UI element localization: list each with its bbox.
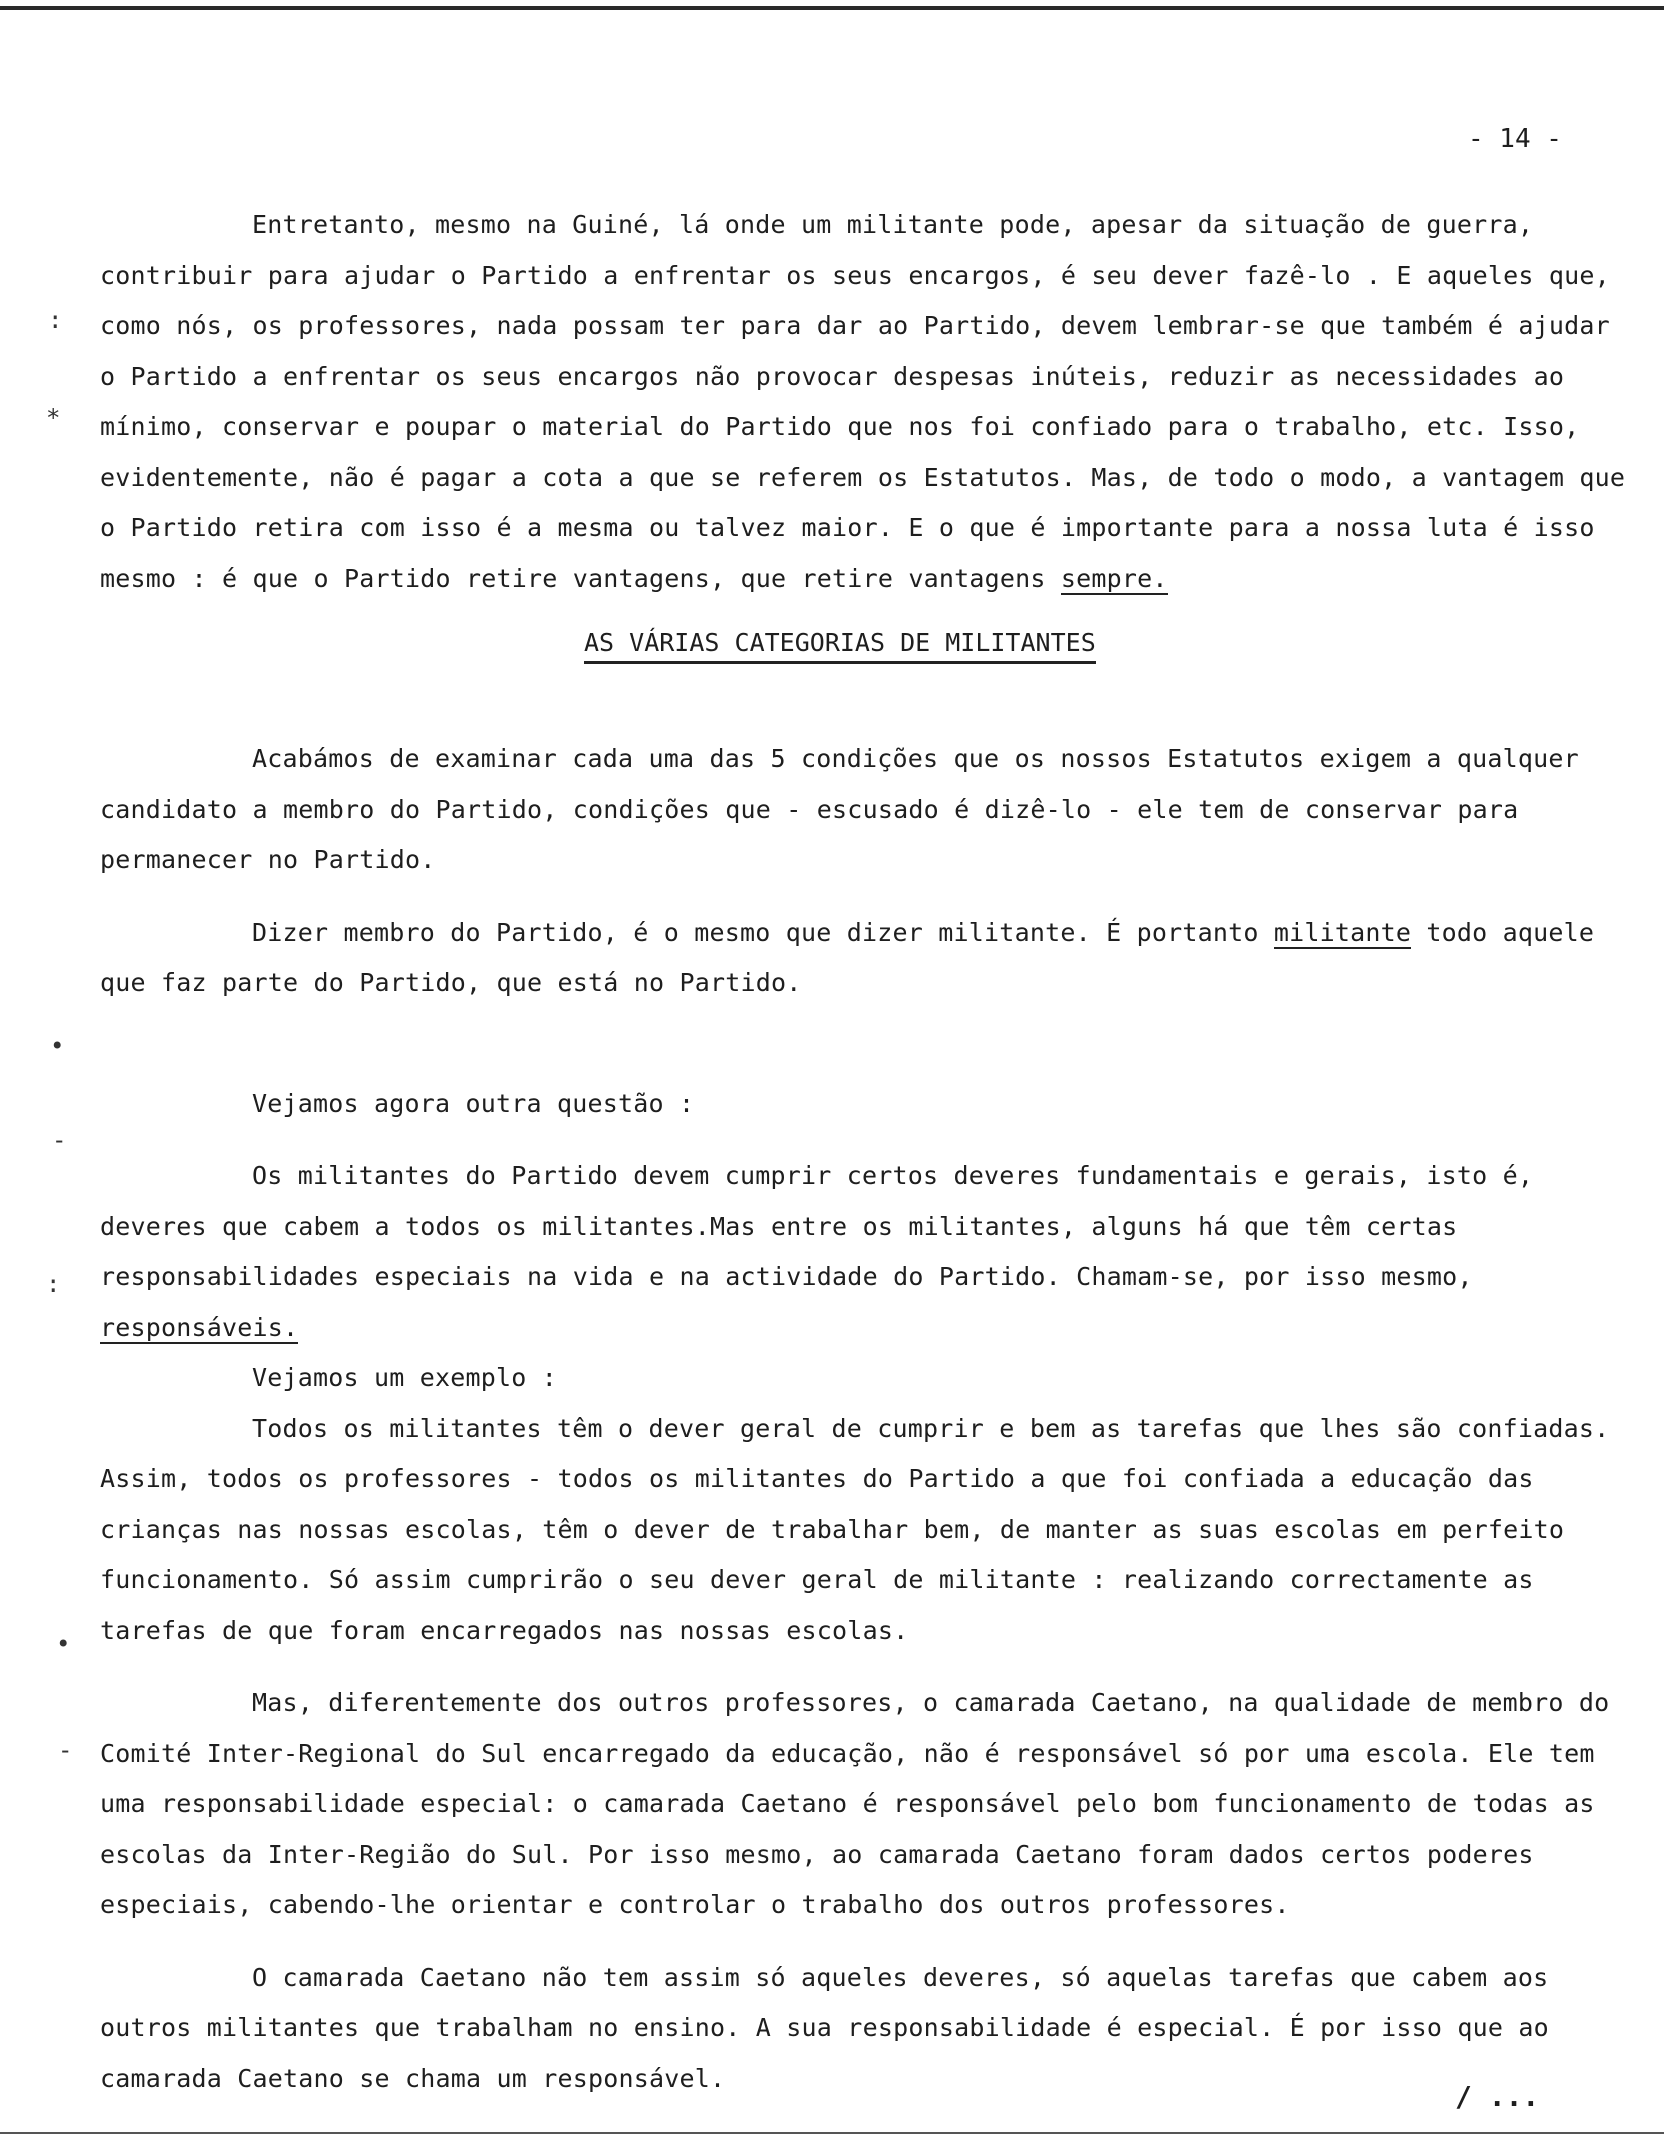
bottom-rule	[0, 2132, 1664, 2134]
paragraph: Acabámos de examinar cada uma das 5 condições que os nossos Estatutos exigem a qualquer candidato a membro do Partido, condições que - escusado é dizê-lo - ele tem de conservar para permanecer no Partido.	[100, 744, 1579, 874]
margin-mark: *	[46, 404, 61, 432]
margin-mark: :	[46, 1270, 61, 1298]
paragraph: Dizer membro do Partido, é o mesmo que dizer militante. É portanto militante todo aquele que faz parte do Partido, que está no Partido.	[100, 917, 1595, 997]
continuation-mark: / ...	[1455, 2080, 1540, 2113]
paragraph: Todos os militantes têm o dever geral de cumprir e bem as tarefas que lhes são confiadas. Assim, todos os professores - todos os militantes do Partido a que foi confiada a educação das crianças nas nossas escolas, têm o dever de trabalhar bem, de manter as suas escolas em perfeito funcionamento. Só assim cumprirão o seu dever geral de militante : realizando correctamente as tarefas de que foram encarregados nas nossas escolas.	[100, 1413, 1610, 1645]
margin-mark: :	[48, 306, 63, 334]
paragraph: Entretanto, mesmo na Guiné, lá onde um militante pode, apesar da situação de guerra, contribuir para ajudar o Partido a enfrentar os seus encargos, é seu dever fazê-lo . E aqueles que, como nós, os professores, nada possam ter para dar ao Partido, devem lembrar-se que também é ajudar o Partido a enfrentar os seus encargos não provocar despesas inúteis, reduzir as necessidades ao mínimo, conservar e poupar o material do Partido que nos foi confiado para o trabalho, etc. Isso, evidentemente, não é pagar a cota a que se referem os Estatutos. Mas, de todo o modo, a vantagem que o Partido retira com isso é a mesma ou talvez maior. E o que é importante para a nossa luta é isso mesmo : é que o Partido retire vantagens, que retire vantagens sempre.	[100, 210, 1626, 593]
paragraph: Vejamos um exemplo :	[252, 1363, 558, 1392]
underlined-text: sempre.	[1060, 563, 1168, 593]
margin-mark: -	[52, 1126, 67, 1154]
paragraph: Vejamos agora outra questão :	[252, 1088, 695, 1118]
paragraph: Os militantes do Partido devem cumprir certos deveres fundamentais e gerais, isto é, deveres que cabem a todos os militantes.Mas entre os militantes, alguns há que têm certas responsabilidades especiais na vida e na actividade do Partido. Chamam-se, por isso mesmo, responsáveis.	[100, 1161, 1534, 1342]
margin-mark: -	[58, 1736, 73, 1764]
paragraph: Mas, diferentemente dos outros professores, o camarada Caetano, na qualidade de membro do Comité Inter-Regional do Sul encarregado da educação, não é responsável só por uma escola. Ele tem uma responsabilidade especial: o camarada Caetano é responsável pelo bom funcionamento de todas as escolas da Inter-Região do Sul. Por isso mesmo, ao camarada Caetano foram dados certos poderes especiais, cabendo-lhe orientar e controlar o trabalho dos outros professores.	[100, 1688, 1610, 1919]
top-rule	[0, 6, 1664, 10]
paragraph: O camarada Caetano não tem assim só aqueles deveres, só aquelas tarefas que cabem aos outros militantes que trabalham no ensino. A sua responsabilidade é especial. É por isso que ao camarada Caetano se chama um responsável.	[100, 1962, 1549, 2093]
margin-mark: •	[50, 1032, 65, 1060]
underlined-text: responsáveis.	[100, 1312, 299, 1342]
document-body	[100, 200, 1640, 2104]
margin-mark: •	[56, 1630, 71, 1658]
underlined-text: militante	[1273, 917, 1412, 947]
section-heading: AS VÁRIAS CATEGORIAS DE MILITANTES	[584, 628, 1096, 657]
page-number: - 14 -	[1468, 124, 1562, 154]
